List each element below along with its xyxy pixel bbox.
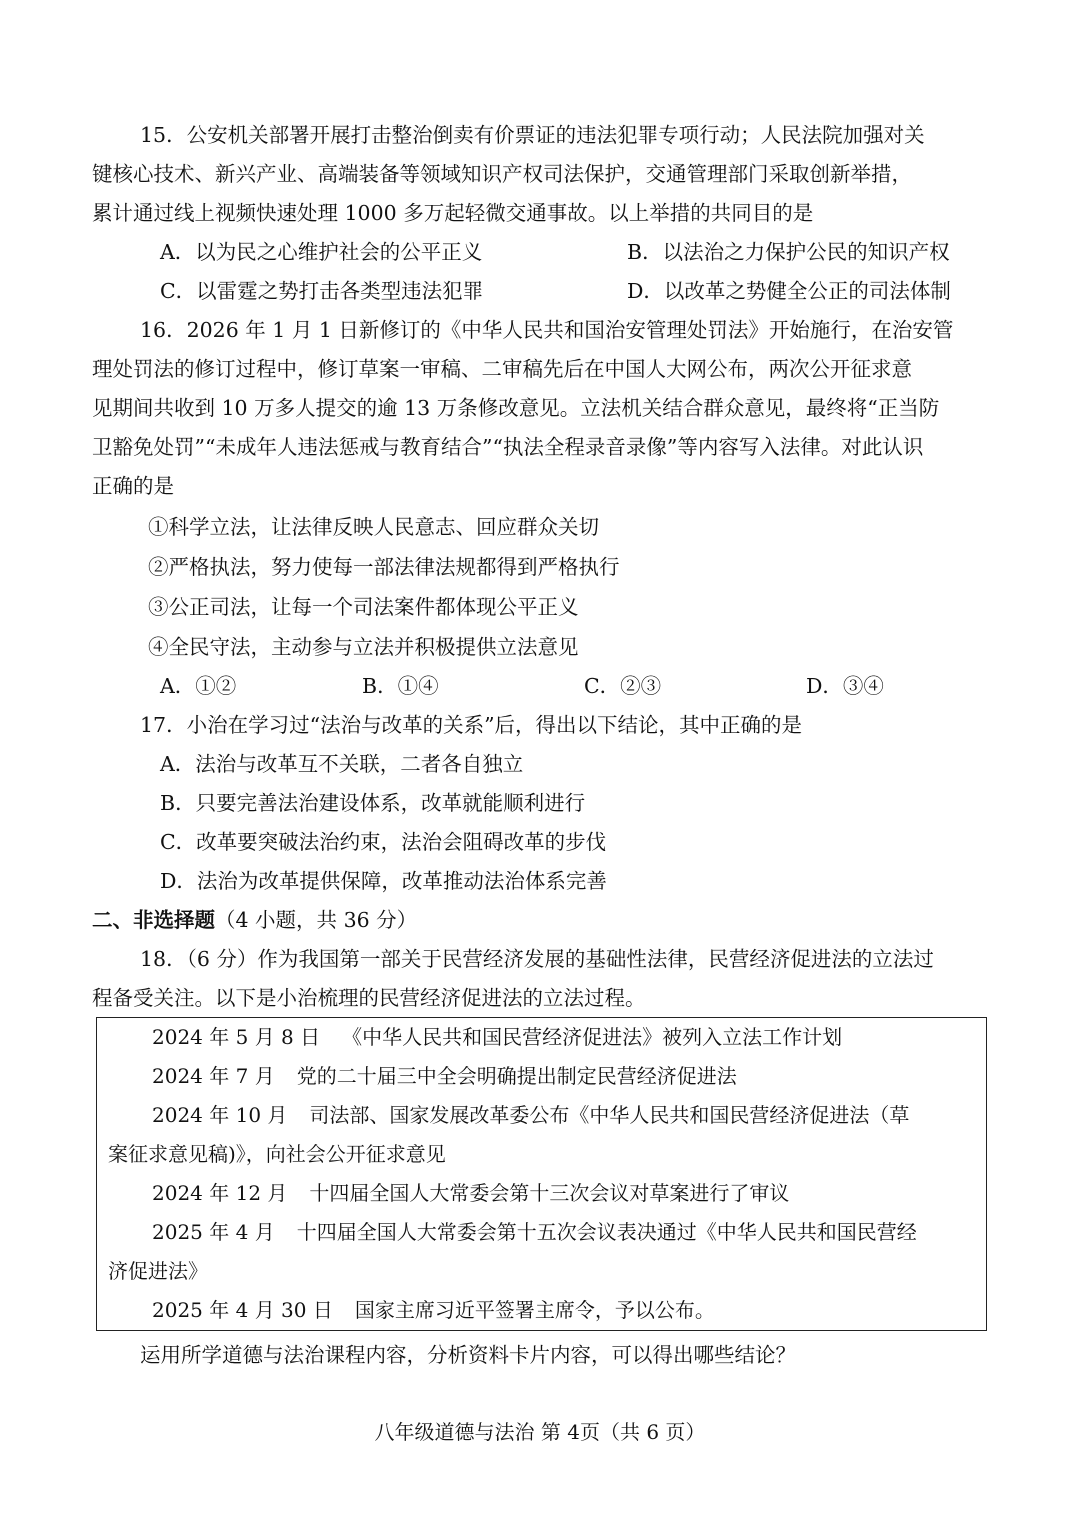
timeline-text: 十四届全国人大常委会第十三次会议对草案进行了审议 [309,1181,790,1205]
q15-option-c: C．以雷霆之势打击各类型违法犯罪 [160,279,484,303]
q15-option-a: A．以为民之心维护社会的公平正义 [160,240,483,264]
section-note: （4 小题，共 36 分） [215,908,418,932]
timeline-text: 党的二十届三中全会明确提出制定民营经济促进法 [296,1064,737,1088]
q16-statement-2: ②严格执法，努力使每一部法律法规都得到严格执行 [148,555,620,579]
timeline-text: 十四届全国人大常委会第十五次会议表决通过《中华人民共和国民营经 [296,1220,917,1244]
q17-option-a: A．法治与改革互不关联，二者各自独立 [160,752,524,776]
q17-option-c: C．改革要突破法治约束，法治会阻碍改革的步伐 [160,830,607,854]
q15-stem-line-2: 键核心技术、新兴产业、高端装备等领域知识产权司法保护，交通管理部门采取创新举措， [92,162,912,186]
timeline-date: 2024 年 12 月 [152,1181,288,1205]
q17-option-b: B．只要完善法治建设体系，改革就能顺利进行 [160,791,586,815]
q15-option-d: D．以改革之势健全公正的司法体制 [627,279,951,303]
timeline-item [152,1061,737,1091]
timeline-text: 《中华人民共和国民营经济促进法》被列入立法工作计划 [342,1025,843,1049]
q16-stem-line-4: 卫豁免处罚”“未成年人违法惩戒与教育结合”“执法全程录音录像”等内容写入法律。对此认识 [92,435,924,459]
q15-option-b: B．以法治之力保护公民的知识产权 [627,240,950,264]
q16-statement-4: ④全民守法，主动参与立法并积极提供立法意见 [148,635,579,659]
timeline-item [152,1217,917,1247]
q16-stem-line-1: 16．2026 年 1 月 1 日新修订的《中华人民共和国治安管理处罚法》开始施行，在治安管 [140,318,954,342]
q16-stem-line-3: 见期间共收到 10 万多人提交的逾 13 万条修改意见。立法机关结合群众意见，最终将“正当防 [92,396,940,420]
q16-stem-line-2: 理处罚法的修订过程中，修订草案一审稿、二审稿先后在中国人大网公布，两次公开征求意 [92,357,912,381]
timeline-date: 2025 年 4 月 [152,1220,275,1244]
section-title: 二、非选择题 [92,908,215,932]
q16-statement-1: ①科学立法，让法律反映人民意志、回应群众关切 [148,515,599,539]
timeline-item [152,1022,842,1052]
q16-option-b: B．①④ [362,674,439,698]
timeline-text-continued: 济促进法》 [108,1259,208,1283]
timeline-date: 2024 年 5 月 8 日 [152,1025,321,1049]
q17-stem: 17．小治在学习过“法治与改革的关系”后，得出以下结论，其中正确的是 [140,713,803,737]
q16-option-d: D．③④ [806,674,884,698]
timeline-text-continued: 案征求意见稿)》，向社会公开征求意见 [108,1142,446,1166]
timeline-item [152,1178,789,1208]
page-footer: 八年级道德与法治 第 4页（共 6 页） [374,1420,706,1444]
timeline-text: 国家主席习近平签署主席令，予以公布。 [354,1298,715,1322]
q15-stem-line-3: 累计通过线上视频快速处理 1000 多万起轻微交通事故。以上举措的共同目的是 [92,201,814,225]
q15-stem-line-1: 15．公安机关部署开展打击整治倒卖有价票证的违法犯罪专项行动；人民法院加强对关 [140,123,925,147]
q16-statement-3: ③公正司法，让每一个司法案件都体现公平正义 [148,595,579,619]
timeline-date: 2024 年 10 月 [152,1103,288,1127]
timeline-item [152,1295,715,1325]
q16-stem-line-5: 正确的是 [92,474,174,498]
q16-option-a: A．①② [160,674,237,698]
timeline-date: 2024 年 7 月 [152,1064,275,1088]
q17-option-d: D．法治为改革提供保障，改革推动法治体系完善 [160,869,607,893]
timeline-text: 司法部、国家发展改革委公布《中华人民共和国民营经济促进法（草 [309,1103,910,1127]
timeline-item [152,1100,909,1130]
q18-stem-line-2: 程备受关注。以下是小治梳理的民营经济促进法的立法过程。 [92,986,646,1010]
q16-option-c: C．②③ [584,674,662,698]
section-heading [92,905,417,935]
q18-question: 运用所学道德与法治课程内容，分析资料卡片内容，可以得出哪些结论？ [140,1343,796,1367]
q18-stem-line-1: 18．（6 分）作为我国第一部关于民营经济发展的基础性法律，民营经济促进法的立法过 [140,947,934,971]
timeline-date: 2025 年 4 月 30 日 [152,1298,333,1322]
